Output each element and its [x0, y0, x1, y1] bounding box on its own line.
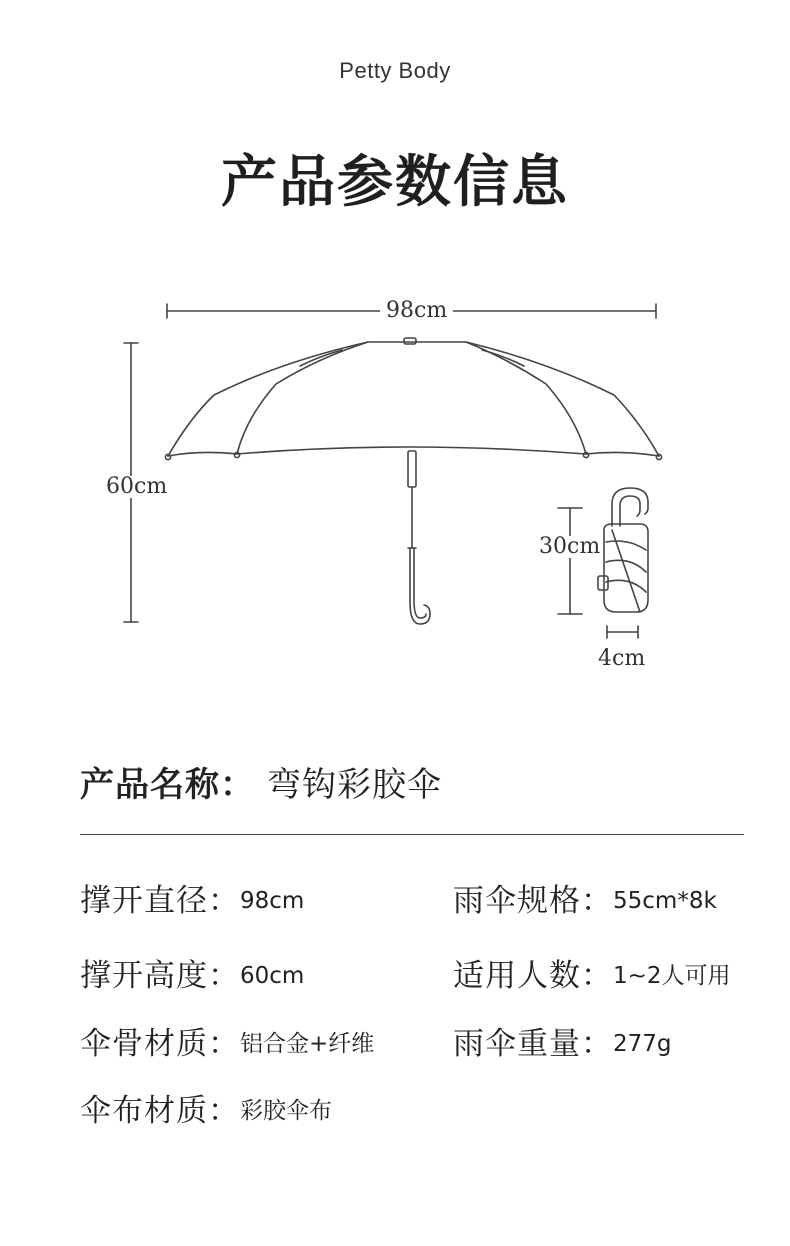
spec-capacity — [453, 950, 731, 995]
spec-value: 55cm*8k — [613, 888, 717, 914]
page-title: 产品参数信息 — [221, 150, 569, 215]
folded-width-label: 4cm — [598, 646, 646, 671]
spec-value: 60cm — [240, 963, 305, 989]
spec-open-diameter — [80, 875, 304, 920]
spec-weight — [453, 1018, 672, 1063]
spec-label: 雨伞规格： — [453, 883, 613, 919]
product-name-value: 弯钩彩胶伞 — [267, 765, 442, 805]
folded-length-label: 30cm — [539, 534, 601, 559]
folded-umbrella-icon — [598, 488, 648, 612]
spec-rib-material — [80, 1018, 374, 1063]
section-divider — [80, 834, 744, 835]
open-height-label: 60cm — [106, 474, 168, 499]
spec-label: 伞骨材质： — [80, 1026, 240, 1062]
spec-value: 彩胶伞布 — [240, 1098, 332, 1124]
spec-label: 伞布材质： — [80, 1093, 240, 1129]
folded-width-dimension-line — [607, 626, 638, 638]
folded-length-dimension-line — [558, 508, 582, 614]
product-name-row — [80, 757, 442, 806]
spec-label: 撑开直径： — [80, 883, 240, 919]
open-width-label: 98cm — [380, 300, 453, 322]
product-name-label: 产品名称： — [80, 765, 255, 805]
brand-name: Petty Body — [339, 58, 451, 83]
spec-label: 撑开高度： — [80, 958, 240, 994]
spec-open-height — [80, 950, 304, 995]
spec-value: 98cm — [240, 888, 305, 914]
spec-value: 277g — [613, 1031, 672, 1057]
spec-label: 适用人数： — [453, 958, 613, 994]
open-umbrella-icon — [165, 338, 661, 624]
spec-fabric-material — [80, 1085, 332, 1130]
spec-umbrella-size — [453, 875, 717, 920]
spec-label: 雨伞重量： — [453, 1026, 613, 1062]
spec-value: 铝合金+纤维 — [240, 1031, 375, 1057]
spec-value: 1~2人可用 — [613, 963, 731, 989]
umbrella-dimension-diagram — [0, 280, 790, 700]
